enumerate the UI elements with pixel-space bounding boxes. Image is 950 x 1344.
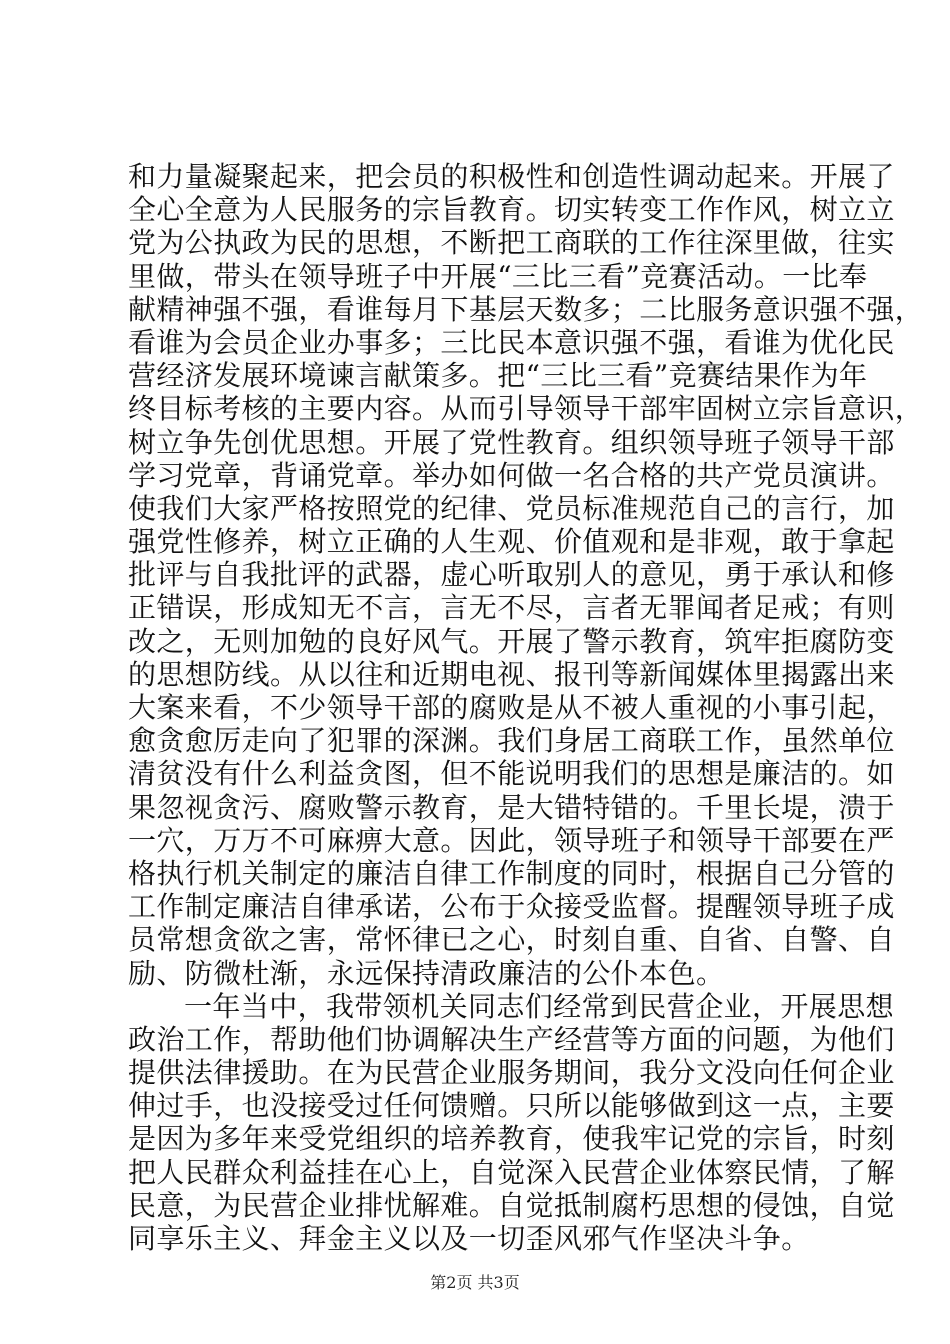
text-line: 大案来看，不少领导干部的腐败是从不被人重视的小事引起， xyxy=(128,691,895,724)
text-line: 党为公执政为民的思想，不断把工商联的工作往深里做，往实 xyxy=(128,226,895,260)
document-body xyxy=(128,160,924,1255)
text-line: 里做，带头在领导班子中开展“三比三看”竞赛活动。一比奉 xyxy=(128,259,868,293)
text-line: 终目标考核的主要内容。从而引导领导干部牢固树立宗旨意识， xyxy=(128,392,924,426)
text-line: 是因为多年来受党组织的培养教育，使我牢记党的宗旨，时刻 xyxy=(128,1122,895,1156)
text-line: 献精神强不强，看谁每月下基层天数多；二比服务意识强不强， xyxy=(128,292,924,326)
text-line: 强党性修养，树立正确的人生观、价值观和是非观，敢于拿起 xyxy=(128,525,895,559)
text-line: 民意，为民营企业排忧解难。自觉抵制腐朽思想的侵蚀，自觉 xyxy=(128,1188,895,1222)
page-number-footer: 第2页 共3页 xyxy=(430,1273,520,1292)
text-line: 格执行机关制定的廉洁自律工作制度的同时，根据自己分管的 xyxy=(128,856,895,890)
text-line: 使我们大家严格按照党的纪律、党员标准规范自己的言行，加 xyxy=(128,491,895,525)
text-line: 批评与自我批评的武器，虚心听取别人的意见，勇于承认和修 xyxy=(128,558,895,592)
paragraph-2 xyxy=(128,989,895,1256)
text-line: 清贫没有什么利益贪图，但不能说明我们的思想是廉洁的。如 xyxy=(128,757,895,791)
text-line: 伸过手，也没接受过任何馈赠。只所以能够做到这一点，主要 xyxy=(128,1089,895,1123)
text-line: 全心全意为人民服务的宗旨教育。切实转变工作作风，树立立 xyxy=(128,193,895,227)
text-line: 营经济发展环境谏言献策多。把“三比三看”竞赛结果作为年 xyxy=(128,359,868,393)
text-line: 正错误，形成知无不言，言无不尽，言者无罪闻者足戒；有则 xyxy=(128,591,895,625)
text-line: 树立争先创优思想。开展了党性教育。组织领导班子领导干部 xyxy=(128,425,895,459)
text-line: 把人民群众利益挂在心上，自觉深入民营企业体察民情，了解 xyxy=(128,1155,895,1189)
text-line: 一穴，万万不可麻痹大意。因此，领导班子和领导干部要在严 xyxy=(128,823,895,857)
text-line: 员常想贪欲之害，常怀律已之心，时刻自重、自省、自警、自 xyxy=(128,923,895,957)
paragraph-1 xyxy=(128,160,924,990)
text-line: 工作制定廉洁自律承诺，公布于众接受监督。提醒领导班子成 xyxy=(128,890,895,924)
text-line: 愈贪愈厉走向了犯罪的深渊。我们身居工商联工作，虽然单位 xyxy=(128,724,895,758)
text-line-indented: 一年当中，我带领机关同志们经常到民营企业，开展思想 xyxy=(184,989,895,1023)
text-line: 的思想防线。从以往和近期电视、报刊等新闻媒体里揭露出来 xyxy=(128,657,895,691)
text-line: 励、防微杜渐，永远保持清政廉洁的公仆本色。 xyxy=(128,956,725,990)
text-line: 果忽视贪污、腐败警示教育，是大错特错的。千里长堤，溃于 xyxy=(128,790,895,824)
text-line: 政治工作，帮助他们协调解决生产经营等方面的问题，为他们 xyxy=(128,1022,895,1056)
text-line: 学习党章，背诵党章。举办如何做一名合格的共产党员演讲。 xyxy=(128,458,895,492)
text-line: 提供法律援助。在为民营企业服务期间，我分文没向任何企业 xyxy=(128,1056,895,1090)
text-line: 同享乐主义、拜金主义以及一切歪风邪气作坚决斗争。 xyxy=(128,1222,810,1255)
text-line: 改之，无则加勉的良好风气。开展了警示教育，筑牢拒腐防变 xyxy=(128,624,895,658)
text-line: 看谁为会员企业办事多；三比民本意识强不强，看谁为优化民 xyxy=(128,325,895,359)
text-line: 和力量凝聚起来，把会员的积极性和创造性调动起来。开展了 xyxy=(128,160,895,193)
